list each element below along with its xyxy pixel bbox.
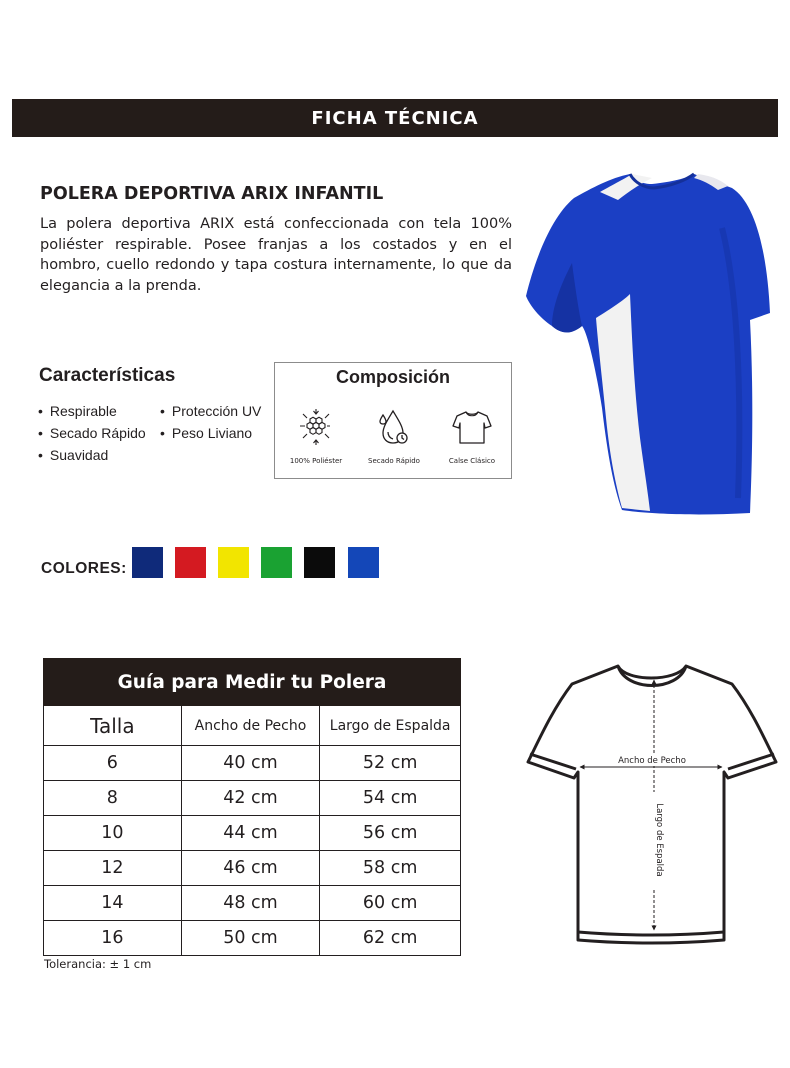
table-row	[44, 781, 461, 816]
length-measure-label: Largo de Espalda	[654, 803, 664, 877]
chest-cell: 42 cm	[181, 781, 320, 816]
outline-right-cuff	[728, 754, 774, 769]
color-swatch-green[interactable]	[261, 547, 292, 578]
hex-fabric-icon	[297, 407, 335, 447]
length-cell: 60 cm	[320, 886, 461, 921]
length-cell: 62 cm	[320, 921, 461, 956]
composition-item-label: 100% Poliéster	[289, 457, 343, 465]
header-largo-espalda: Largo de Espalda	[320, 706, 461, 746]
composition-box	[274, 362, 512, 479]
header-talla: Talla	[44, 706, 182, 746]
composition-item	[277, 407, 355, 465]
chest-cell: 40 cm	[181, 746, 320, 781]
product-photo	[522, 168, 777, 520]
features-list	[38, 402, 278, 465]
size-guide-title: Guía para Medir tu Polera	[44, 659, 461, 706]
composition-title: Composición	[335, 367, 450, 387]
feature-item: • Suavidad	[38, 446, 160, 465]
header-banner	[12, 99, 778, 137]
table-row	[44, 851, 461, 886]
table-row	[44, 886, 461, 921]
color-swatch-royal-blue[interactable]	[348, 547, 379, 578]
color-swatch-navy[interactable]	[132, 547, 163, 578]
table-row	[44, 746, 461, 781]
jersey-body	[526, 174, 770, 514]
colors-label: COLORES:	[41, 560, 127, 577]
header-ancho-pecho: Ancho de Pecho	[181, 706, 320, 746]
size-guide-header-row	[44, 706, 461, 746]
product-description: La polera deportiva ARIX está confeccionada con tela 100% poliéster respirable. Posee franjas a los costados y en el hombro, cuello redondo y tapa costura internamente, lo que da elegancia a la prenda.	[40, 216, 512, 294]
features-title: Características	[39, 365, 176, 386]
outline-collar	[618, 666, 686, 686]
chest-cell: 50 cm	[181, 921, 320, 956]
water-drop-icon	[375, 407, 413, 447]
outline-left-cuff	[530, 754, 576, 769]
composition-item-label: Calse Clásico	[448, 457, 496, 465]
length-cell: 52 cm	[320, 746, 461, 781]
feature-item: • Protección UV	[160, 402, 280, 421]
chest-cell: 44 cm	[181, 816, 320, 851]
banner-title: FICHA TÉCNICA	[311, 107, 479, 129]
size-cell: 16	[44, 921, 182, 956]
chest-measure-label: Ancho de Pecho	[618, 756, 686, 766]
composition-item	[355, 407, 433, 465]
product-title: POLERA DEPORTIVA ARIX INFANTIL	[40, 184, 384, 204]
table-row	[44, 816, 461, 851]
size-cell: 10	[44, 816, 182, 851]
length-cell: 54 cm	[320, 781, 461, 816]
chest-cell: 48 cm	[181, 886, 320, 921]
color-swatch-black[interactable]	[304, 547, 335, 578]
length-cell: 58 cm	[320, 851, 461, 886]
size-cell: 14	[44, 886, 182, 921]
length-cell: 56 cm	[320, 816, 461, 851]
color-swatch-red[interactable]	[175, 547, 206, 578]
table-row	[44, 921, 461, 956]
composition-item-label: Secado Rápido	[368, 457, 420, 465]
outline-hem	[578, 932, 724, 935]
feature-item: • Secado Rápido	[38, 424, 160, 443]
size-guide-table	[43, 658, 461, 956]
tolerance-note: Tolerancia: ± 1 cm	[44, 957, 152, 971]
feature-item: • Respirable	[38, 402, 160, 421]
tshirt-measure-diagram	[526, 662, 778, 946]
size-cell: 12	[44, 851, 182, 886]
size-cell: 6	[44, 746, 182, 781]
color-swatch-yellow[interactable]	[218, 547, 249, 578]
tshirt-icon	[451, 407, 493, 447]
feature-item: • Peso Liviano	[160, 424, 280, 443]
chest-cell: 46 cm	[181, 851, 320, 886]
composition-item	[433, 407, 511, 465]
size-cell: 8	[44, 781, 182, 816]
